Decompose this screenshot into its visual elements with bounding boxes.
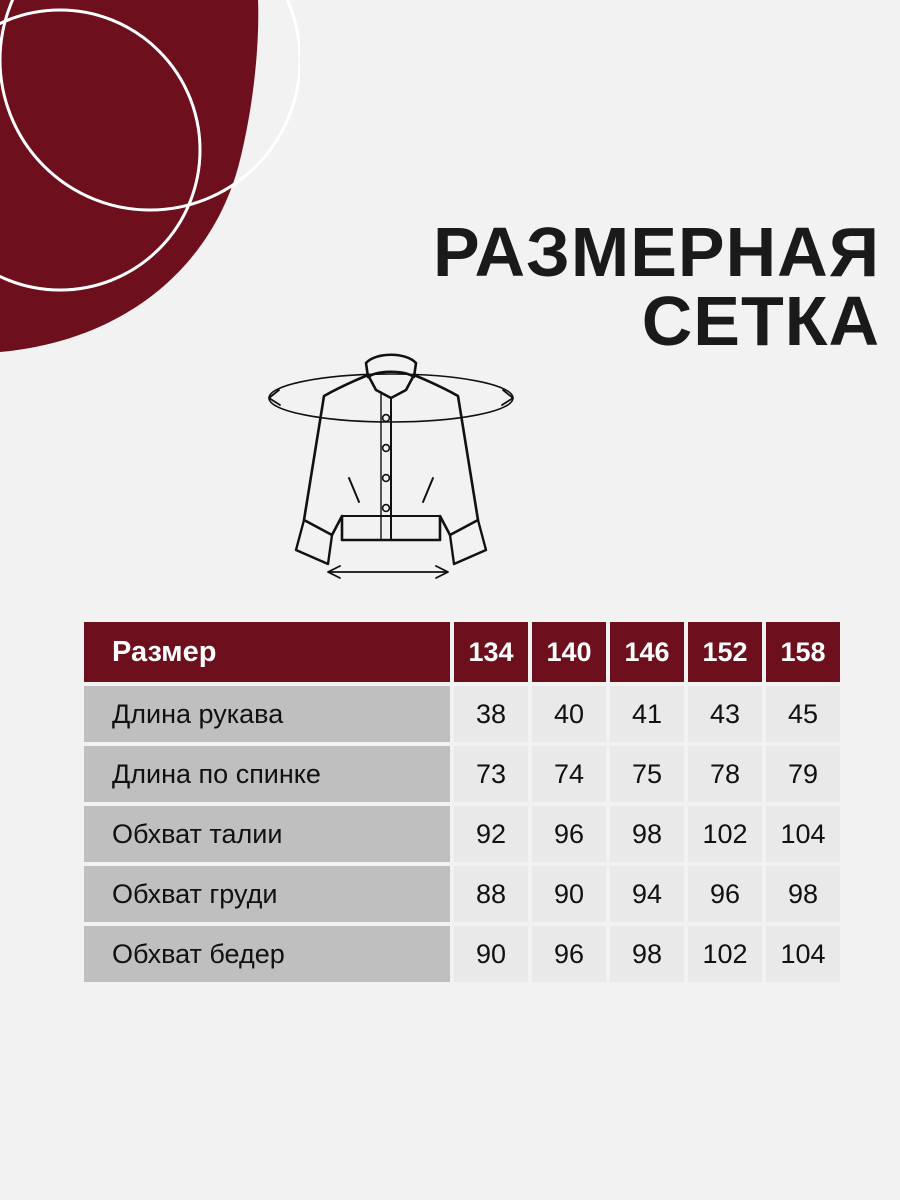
- value-0-4: 45: [766, 686, 840, 742]
- row-label-4: Обхват бедер: [84, 926, 450, 982]
- row-value-cell: [454, 746, 528, 802]
- row-value-cell: [610, 806, 684, 862]
- row-value-cell: [532, 686, 606, 742]
- table-row: [84, 686, 840, 742]
- row-label-3: Обхват груди: [84, 866, 450, 922]
- value-3-1: 90: [532, 866, 606, 922]
- header-cell-size-1: [532, 622, 606, 682]
- size-value-0: 134: [454, 622, 528, 682]
- row-value-cell: [688, 686, 762, 742]
- row-value-cell: [610, 866, 684, 922]
- row-value-cell: [766, 686, 840, 742]
- table-header: [84, 622, 840, 682]
- value-4-1: 96: [532, 926, 606, 982]
- value-3-0: 88: [454, 866, 528, 922]
- table-row: [84, 746, 840, 802]
- value-4-0: 90: [454, 926, 528, 982]
- header-cell-size-2: [610, 622, 684, 682]
- row-label-cell: [84, 926, 450, 982]
- row-value-cell: [688, 746, 762, 802]
- row-label-cell: [84, 866, 450, 922]
- value-3-3: 96: [688, 866, 762, 922]
- jacket-illustration: [246, 330, 536, 590]
- row-label-cell: [84, 746, 450, 802]
- row-label-cell: [84, 686, 450, 742]
- table-row: [84, 926, 840, 982]
- value-1-3: 78: [688, 746, 762, 802]
- row-value-cell: [688, 926, 762, 982]
- row-value-cell: [532, 806, 606, 862]
- row-label-2: Обхват талии: [84, 806, 450, 862]
- value-0-0: 38: [454, 686, 528, 742]
- row-value-cell: [766, 866, 840, 922]
- title-line-1: РАЗМЕРНАЯ: [432, 213, 880, 291]
- row-value-cell: [532, 926, 606, 982]
- value-1-2: 75: [610, 746, 684, 802]
- table-row: [84, 866, 840, 922]
- row-label-1: Длина по спинке: [84, 746, 450, 802]
- row-label-cell: [84, 806, 450, 862]
- row-value-cell: [766, 746, 840, 802]
- header-cell-size-0: [454, 622, 528, 682]
- value-2-4: 104: [766, 806, 840, 862]
- row-value-cell: [688, 866, 762, 922]
- table-row: [84, 806, 840, 862]
- table-body: [84, 686, 840, 982]
- value-4-3: 102: [688, 926, 762, 982]
- bomber-jacket-icon: [246, 330, 536, 590]
- row-value-cell: [454, 866, 528, 922]
- size-value-4: 158: [766, 622, 840, 682]
- value-2-3: 102: [688, 806, 762, 862]
- value-4-2: 98: [610, 926, 684, 982]
- row-value-cell: [610, 926, 684, 982]
- title-line-2: СЕТКА: [641, 281, 880, 360]
- header-cell-size-4: [766, 622, 840, 682]
- row-value-cell: [454, 806, 528, 862]
- row-value-cell: [688, 806, 762, 862]
- value-0-2: 41: [610, 686, 684, 742]
- value-0-3: 43: [688, 686, 762, 742]
- row-label-0: Длина рукава: [84, 686, 450, 742]
- row-value-cell: [766, 926, 840, 982]
- value-3-2: 94: [610, 866, 684, 922]
- header-cell-size-3: [688, 622, 762, 682]
- table-header-row: [84, 622, 840, 682]
- row-value-cell: [532, 866, 606, 922]
- value-3-4: 98: [766, 866, 840, 922]
- size-value-3: 152: [688, 622, 762, 682]
- value-4-4: 104: [766, 926, 840, 982]
- value-2-0: 92: [454, 806, 528, 862]
- value-2-2: 98: [610, 806, 684, 862]
- value-2-1: 96: [532, 806, 606, 862]
- header-cell-size-label: [84, 622, 450, 682]
- row-value-cell: [454, 926, 528, 982]
- size-value-2: 146: [610, 622, 684, 682]
- value-0-1: 40: [532, 686, 606, 742]
- value-1-4: 79: [766, 746, 840, 802]
- row-value-cell: [766, 806, 840, 862]
- value-1-0: 73: [454, 746, 528, 802]
- row-value-cell: [532, 746, 606, 802]
- size-chart-table: [80, 618, 844, 986]
- size-value-1: 140: [532, 622, 606, 682]
- row-value-cell: [610, 686, 684, 742]
- row-value-cell: [610, 746, 684, 802]
- header-label-text: Размер: [84, 622, 450, 682]
- value-1-1: 74: [532, 746, 606, 802]
- row-value-cell: [454, 686, 528, 742]
